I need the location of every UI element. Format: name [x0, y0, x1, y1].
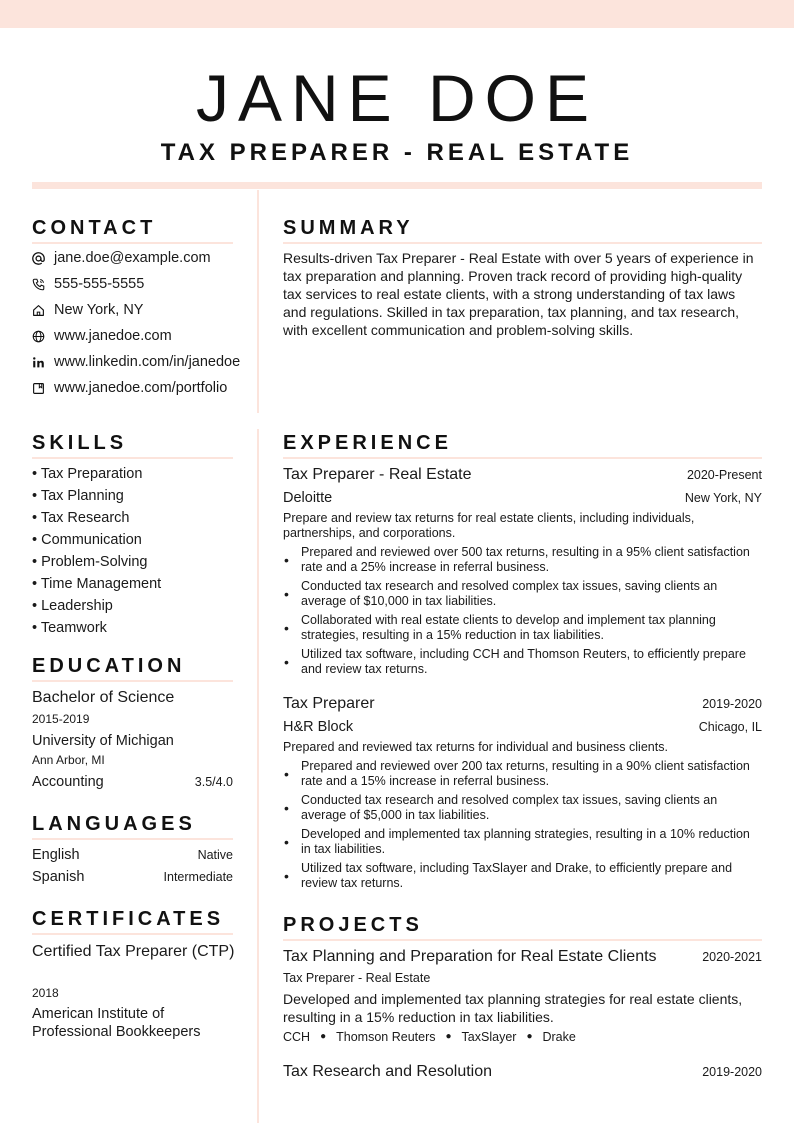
- skills-heading: SKILLS: [32, 430, 233, 459]
- at-icon: [32, 252, 54, 265]
- education-degree: Bachelor of Science: [32, 689, 175, 706]
- column-divider-top: [257, 190, 259, 413]
- header-divider: [32, 182, 762, 189]
- portfolio-icon: [32, 382, 54, 395]
- skill-item: • Communication: [32, 532, 142, 548]
- job-description: Prepared and reviewed tax returns for individual and business clients.: [283, 740, 668, 754]
- job-bullet: [283, 861, 762, 891]
- education-gpa: 3.5/4.0: [194, 775, 233, 789]
- project-dates: 2020-2021: [702, 950, 762, 964]
- education-location: Ann Arbor, MI: [32, 753, 105, 767]
- project-tag: CCH: [283, 1030, 311, 1044]
- job-bullet: [283, 793, 762, 823]
- job-bullet-text: Utilized tax software, including TaxSlayer and Drake, to efficiently prepare and review tax returns.: [301, 861, 733, 890]
- languages-heading: LANGUAGES: [32, 811, 233, 840]
- home-icon: [32, 304, 54, 317]
- tag-separator: ●: [320, 1031, 327, 1042]
- job-bullet-text: Conducted tax research and resolved complex tax issues, saving clients an average of $5,000 in tax liabilities.: [301, 793, 718, 822]
- bullet-dot: •: [284, 800, 289, 816]
- projects-heading: PROJECTS: [283, 912, 762, 941]
- project-tag: Drake: [542, 1030, 576, 1044]
- job-bullet-text: Developed and implemented tax planning strategies, resulting in a 10% reduction in tax liabilities.: [301, 827, 750, 856]
- job-dates: 2019-2020: [702, 697, 762, 711]
- language-level: Intermediate: [163, 870, 233, 884]
- top-accent-band: [0, 0, 794, 28]
- job-bullet: [283, 613, 762, 643]
- job-description: Prepare and review tax returns for real estate clients, including individuals, partnerships, and corporations.: [283, 511, 695, 540]
- language-level: Native: [197, 848, 233, 862]
- job-bullet: [283, 647, 762, 677]
- job-bullet-text: Prepared and reviewed over 200 tax returns, resulting in a 90% client satisfaction rate and a 15% increase in referral business.: [301, 759, 750, 788]
- skill-item: • Leadership: [32, 598, 113, 614]
- globe-icon: [32, 330, 54, 343]
- job-bullet-text: Prepared and reviewed over 500 tax returns, resulting in a 95% client satisfaction rate and a 25% increase in referral business.: [301, 545, 750, 574]
- job-dates: 2020-Present: [686, 468, 762, 482]
- job-bullet-text: Collaborated with real estate clients to develop and implement tax planning strategies, resulting in a 15% reduction in tax liabilities.: [301, 613, 716, 642]
- candidate-role: TAX PREPARER - REAL ESTATE: [160, 139, 634, 166]
- certificates-heading: CERTIFICATES: [32, 906, 233, 935]
- summary-heading: SUMMARY: [283, 215, 762, 244]
- job-company: Deloitte: [283, 490, 333, 506]
- project-role: Tax Preparer - Real Estate: [283, 971, 431, 985]
- job-bullet: [283, 759, 762, 789]
- contact-heading: CONTACT: [32, 215, 233, 244]
- contact-linkedin[interactable]: [32, 352, 240, 372]
- project-dates: 2019-2020: [702, 1065, 762, 1079]
- contact-email[interactable]: [32, 248, 211, 268]
- contact-website[interactable]: [32, 326, 172, 346]
- bullet-dot: •: [284, 586, 289, 602]
- contact-location: [32, 300, 143, 320]
- tag-separator: ●: [526, 1031, 533, 1042]
- project-tag: Thomson Reuters: [336, 1030, 436, 1044]
- bullet-dot: •: [284, 552, 289, 568]
- phone-icon: [32, 278, 54, 291]
- bullet-dot: •: [284, 868, 289, 884]
- job-bullet-text: Conducted tax research and resolved complex tax issues, saving clients an average of $10,000 in tax liabilities.: [301, 579, 718, 608]
- project-title: Tax Research and Resolution: [283, 1063, 493, 1080]
- language-name: English: [32, 847, 80, 863]
- education-school: University of Michigan: [32, 733, 174, 749]
- project-tags: [283, 1029, 576, 1045]
- skill-item: • Tax Preparation: [32, 466, 143, 482]
- linkedin-icon: [32, 356, 54, 369]
- contact-portfolio-text: www.janedoe.com/portfolio: [54, 380, 228, 396]
- certificate-issuer: American Institute of Professional Bookkeepers: [32, 1006, 201, 1040]
- project-tag: TaxSlayer: [461, 1030, 517, 1044]
- certificate-year: 2018: [32, 986, 59, 1000]
- skill-item: • Problem-Solving: [32, 554, 148, 570]
- language-name: Spanish: [32, 869, 85, 885]
- job-bullet: [283, 545, 762, 575]
- contact-email-text: jane.doe@example.com: [54, 250, 211, 266]
- job-location: Chicago, IL: [698, 720, 762, 734]
- candidate-name: JANE DOE: [195, 61, 599, 135]
- job-company: H&R Block: [283, 719, 354, 735]
- certificate-name: Certified Tax Preparer (CTP): [32, 943, 235, 960]
- education-years: 2015-2019: [32, 712, 90, 726]
- contact-location-text: New York, NY: [54, 302, 144, 318]
- contact-website-text: www.janedoe.com: [54, 328, 172, 344]
- contact-phone[interactable]: [32, 274, 144, 294]
- bullet-dot: •: [284, 834, 289, 850]
- project-title: Tax Planning and Preparation for Real Estate Clients: [283, 948, 657, 965]
- bullet-dot: •: [284, 766, 289, 782]
- contact-portfolio[interactable]: [32, 378, 227, 398]
- skill-item: • Tax Planning: [32, 488, 124, 504]
- job-bullet-text: Utilized tax software, including CCH and Thomson Reuters, to efficiently prepare and review tax returns.: [301, 647, 746, 676]
- skill-item: • Time Management: [32, 576, 162, 592]
- job-bullet: [283, 579, 762, 609]
- tag-separator: ●: [445, 1031, 452, 1042]
- bullet-dot: •: [284, 654, 289, 670]
- contact-phone-text: 555-555-5555: [54, 276, 145, 292]
- job-location: New York, NY: [684, 491, 762, 505]
- education-field: Accounting: [32, 774, 104, 790]
- job-title: Tax Preparer: [283, 695, 375, 712]
- column-divider-bottom: [257, 429, 259, 1123]
- contact-linkedin-text: www.linkedin.com/in/janedoe: [54, 354, 241, 370]
- education-heading: EDUCATION: [32, 653, 233, 682]
- skill-item: • Teamwork: [32, 620, 107, 636]
- job-title: Tax Preparer - Real Estate: [283, 466, 472, 483]
- bullet-dot: •: [284, 620, 289, 636]
- job-bullet: [283, 827, 762, 857]
- project-description: Developed and implemented tax planning strategies for real estate clients, resulting in a 15% reduction in tax liabilities.: [283, 991, 743, 1025]
- experience-heading: EXPERIENCE: [283, 430, 762, 459]
- skill-item: • Tax Research: [32, 510, 130, 526]
- summary-text: Results-driven Tax Preparer - Real Estate with over 5 years of experience in tax preparation and planning. Proven track record of providing high-quality tax services to real estate clients, with a strong understanding of tax laws and regulations. Skilled in tax preparation, tax planning, and tax research, with excellent communication and problem-solving skills.: [283, 250, 754, 338]
